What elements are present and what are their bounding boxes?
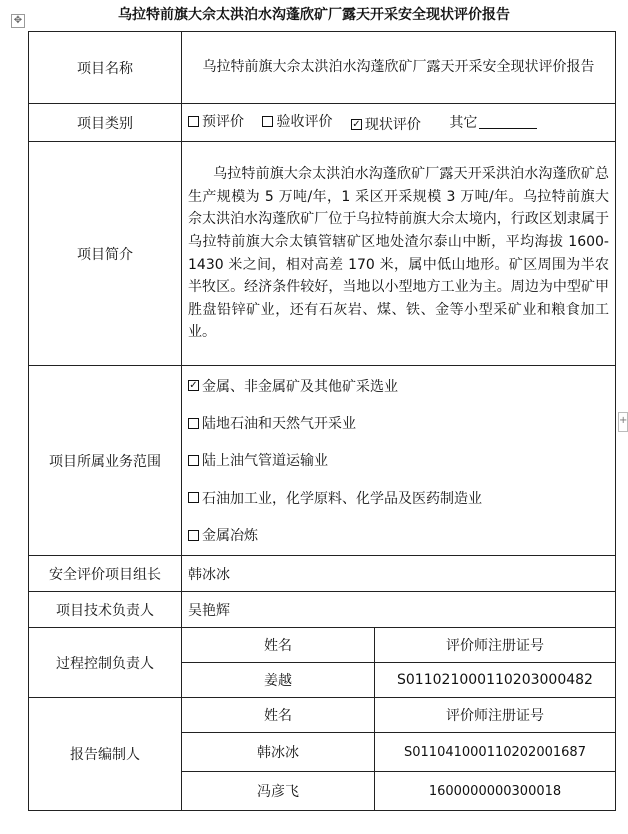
- empty-box-icon[interactable]: [262, 116, 273, 127]
- tech-lead-label: 项目技术负责人: [29, 592, 182, 628]
- person-name: 冯彦飞: [182, 772, 375, 811]
- business-scope-list: [182, 366, 616, 556]
- project-intro-text: [182, 142, 616, 366]
- process-control-label: 过程控制负责人: [29, 628, 182, 698]
- empty-box-icon[interactable]: [188, 418, 199, 429]
- team-leader-value: 韩冰冰: [182, 556, 616, 592]
- row-business-scope: [29, 366, 616, 556]
- row-report-editors-header: [29, 698, 616, 733]
- person-name: 韩冰冰: [182, 733, 375, 772]
- option-label: 现状评价: [364, 117, 421, 133]
- person-name: 姜越: [182, 663, 375, 698]
- option-label: 预评价: [202, 114, 244, 130]
- report-editors-col-cert: 评价师注册证号: [375, 698, 616, 733]
- evaluation-form-table: [28, 31, 616, 811]
- option-status-evaluation[interactable]: [351, 114, 421, 134]
- scope-item[interactable]: [188, 442, 609, 479]
- process-control-col-cert: 评价师注册证号: [375, 628, 616, 663]
- scope-item[interactable]: [188, 367, 609, 404]
- empty-box-icon[interactable]: [188, 530, 199, 541]
- document-title: 乌拉特前旗大佘太洪泊水沟蓬欣矿厂露天开采安全现状评价报告: [118, 7, 510, 23]
- option-label: 验收评价: [276, 114, 333, 130]
- checked-box-icon[interactable]: ✓: [189, 380, 198, 392]
- row-team-leader: [29, 556, 616, 592]
- empty-box-icon[interactable]: [188, 116, 199, 127]
- option-acceptance-evaluation[interactable]: [262, 111, 332, 131]
- scope-item-label: 金属冶炼: [202, 528, 258, 545]
- project-intro-body: 乌拉特前旗大佘太洪泊水沟蓬欣矿厂露天开采洪泊水沟蓬欣矿总生产规模为 5 万吨/年，1 采区开采规模 3 万吨/年。乌拉特前旗大佘太洪泊水沟蓬欣矿厂位于乌拉特前旗大佘太境内，行政区划隶属于乌拉特前旗大佘太镇管辖矿区地处渣尔泰山中断，平均海拔 1600-1430 米之间，相对高差 170 米，属中低山地形。矿区周围为半农半牧区。经济条件较好，当地以小型地方工业为主。周边为中型矿甲胜盘铅锌矿业，还有石灰岩、煤、铁、金等小型采矿业和粮食加工业。: [188, 166, 609, 341]
- person-cert-number: S011021000110203000482: [375, 663, 616, 698]
- scope-item[interactable]: [188, 517, 609, 554]
- person-cert-number: 1600000000300018: [375, 772, 616, 811]
- project-name-value: 乌拉特前旗大佘太洪泊水沟蓬欣矿厂露天开采安全现状评价报告: [182, 32, 616, 104]
- empty-box-icon[interactable]: [188, 492, 199, 503]
- move-handle-icon[interactable]: ✥: [11, 14, 25, 28]
- report-editors-label: 报告编制人: [29, 698, 182, 811]
- row-project-type: [29, 104, 616, 142]
- checked-box-icon[interactable]: ✓: [352, 118, 361, 130]
- scope-item-label: 石油加工业，化学原料、化学品及医药制造业: [202, 490, 482, 507]
- row-project-name: [29, 32, 616, 104]
- option-pre-evaluation[interactable]: [188, 111, 244, 131]
- row-project-intro: [29, 142, 616, 366]
- row-process-control-header: [29, 628, 616, 663]
- project-intro-label: 项目简介: [29, 142, 182, 366]
- option-other[interactable]: [449, 112, 537, 132]
- scope-item[interactable]: [188, 479, 609, 516]
- scope-item-label: 陆上油气管道运输业: [202, 453, 328, 470]
- person-cert-number: S011041000110202001687: [375, 733, 616, 772]
- other-blank-field[interactable]: [479, 114, 537, 129]
- scope-item-label: 金属、非金属矿及其他矿采选业: [202, 378, 398, 395]
- scope-item[interactable]: [188, 404, 609, 441]
- project-name-label: 项目名称: [29, 32, 182, 104]
- row-tech-lead: [29, 592, 616, 628]
- empty-box-icon[interactable]: [188, 455, 199, 466]
- project-type-label: 项目类别: [29, 104, 182, 142]
- option-other-label: 其它: [449, 114, 478, 131]
- scope-item-label: 陆地石油和天然气开采业: [202, 416, 356, 433]
- team-leader-label: 安全评价项目组长: [29, 556, 182, 592]
- add-column-handle-icon[interactable]: +: [618, 412, 628, 432]
- tech-lead-value: 吴艳辉: [182, 592, 616, 628]
- business-scope-label: 项目所属业务范围: [29, 366, 182, 556]
- report-editors-col-name: 姓名: [182, 698, 375, 733]
- process-control-col-name: 姓名: [182, 628, 375, 663]
- project-type-options: [182, 104, 616, 142]
